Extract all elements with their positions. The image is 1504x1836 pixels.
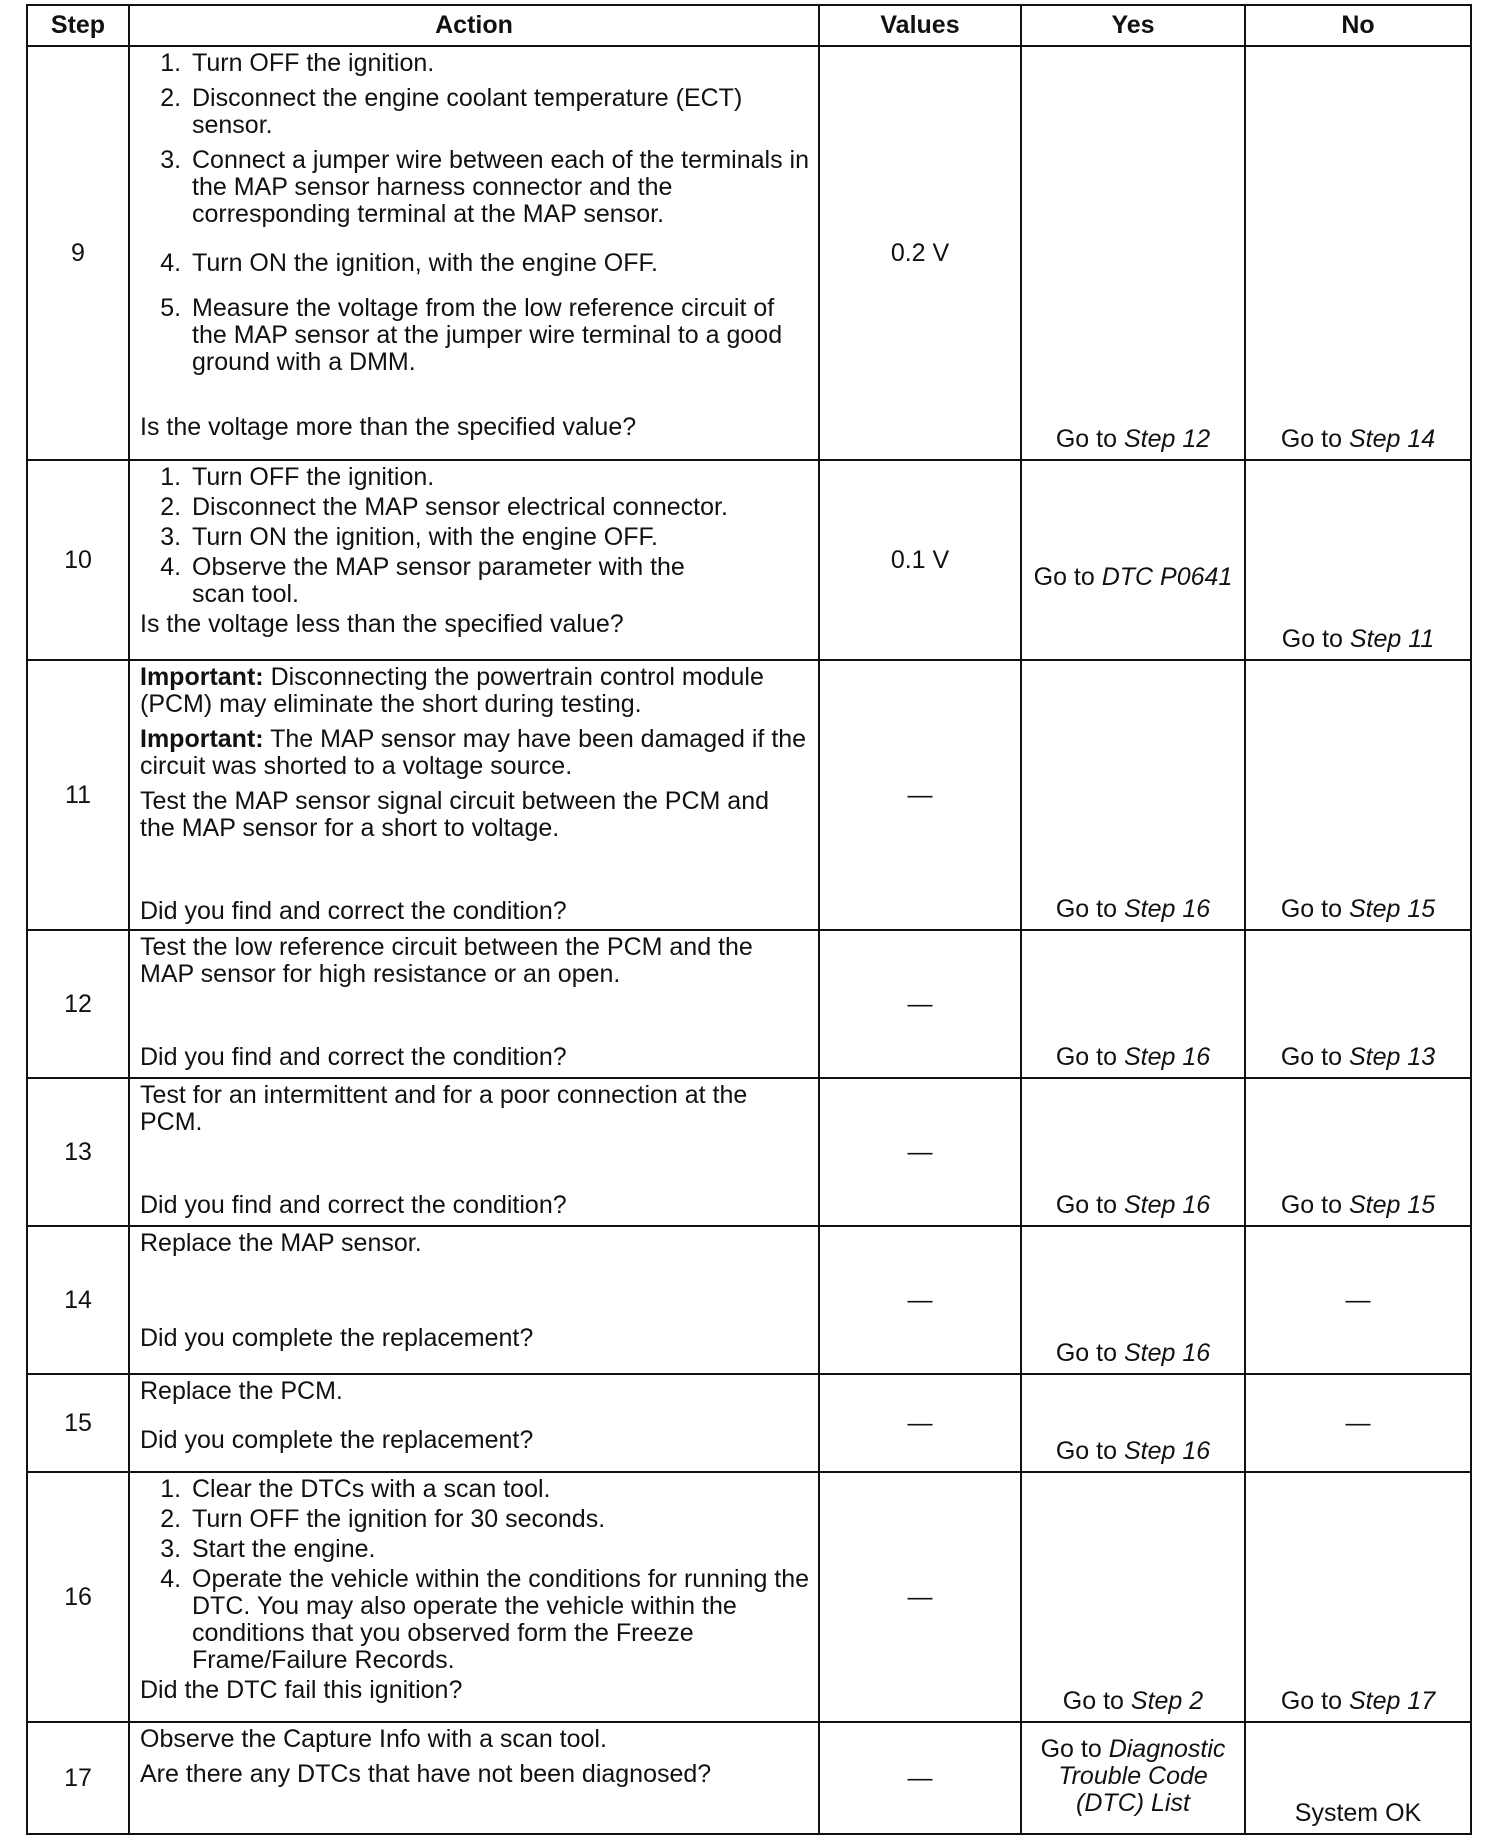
value-cell: — [819, 930, 1021, 1078]
question: Did you complete the replacement? [140, 1324, 534, 1352]
go-to-label: Go to [1280, 1687, 1342, 1715]
go-to-label: Go to [1281, 625, 1343, 653]
no-cell[interactable] [1245, 660, 1471, 930]
no-link[interactable]: Step 14 [1348, 425, 1436, 453]
action-cell [129, 1078, 819, 1226]
important-label: Important: [140, 725, 264, 753]
header-yes: Yes [1021, 5, 1245, 46]
no-cell[interactable] [1245, 1078, 1471, 1226]
question: Did the DTC fail this ignition? [140, 1676, 463, 1704]
header-values: Values [819, 5, 1021, 46]
important-text: The MAP sensor may have been damaged if the circuit was shorted to a voltage source. [140, 725, 807, 780]
go-to-label: Go to [1033, 562, 1095, 591]
action-cell [129, 1472, 819, 1722]
yes-link[interactable]: Diagnostic Trouble Code (DTC) List [1058, 1734, 1226, 1817]
yes-cell[interactable] [1021, 930, 1245, 1078]
action-list [140, 1476, 810, 1674]
action-cell [129, 1226, 819, 1374]
instruction-text: Replace the PCM. [140, 1377, 343, 1405]
header-step: Step [27, 5, 129, 46]
action-list [140, 50, 810, 376]
no-cell[interactable] [1245, 46, 1471, 460]
yes-link[interactable]: DTC P0641 [1101, 562, 1233, 591]
list-item: 3. Turn ON the ignition, with the engine OFF. [188, 524, 810, 551]
list-item: 3. Connect a jumper wire between each of the terminals in the MAP sensor harness connector and the corresponding terminal at the MAP sensor. [188, 147, 810, 228]
yes-link[interactable]: Step 16 [1123, 1437, 1211, 1465]
yes-link[interactable]: Step 16 [1123, 895, 1211, 923]
go-to-label: Go to [1280, 895, 1342, 923]
yes-link[interactable]: Step 16 [1123, 1043, 1211, 1071]
value-cell: — [819, 660, 1021, 930]
table-row-step-13 [27, 1078, 1471, 1226]
step-number: 12 [27, 930, 129, 1078]
question: Did you complete the replacement? [140, 1426, 534, 1454]
table-row-step-16 [27, 1472, 1471, 1722]
question: Did you find and correct the condition? [140, 897, 567, 925]
header-row [27, 5, 1471, 46]
no-link[interactable]: Step 17 [1348, 1687, 1436, 1715]
no-link[interactable]: Step 13 [1348, 1043, 1436, 1071]
important-text: Disconnecting the powertrain control module (PCM) may eliminate the short during testing. [140, 663, 764, 718]
value-cell: — [819, 1722, 1021, 1834]
diagnostic-table [26, 4, 1472, 1835]
go-to-label: Go to [1055, 895, 1117, 923]
list-item: 1. Clear the DTCs with a scan tool. [188, 1476, 810, 1503]
instruction-text: Replace the MAP sensor. [140, 1229, 422, 1257]
table-row-step-17 [27, 1722, 1471, 1834]
yes-cell[interactable] [1021, 660, 1245, 930]
no-link[interactable]: Step 15 [1348, 895, 1436, 923]
step-number: 17 [27, 1722, 129, 1834]
instruction-text: Test for an intermittent and for a poor connection at the PCM. [140, 1081, 748, 1136]
yes-cell[interactable] [1021, 1078, 1245, 1226]
table-row-step-15 [27, 1374, 1471, 1472]
value-cell: — [819, 1374, 1021, 1472]
action-cell [129, 1374, 819, 1472]
header-action: Action [129, 5, 819, 46]
header-no: No [1245, 5, 1471, 46]
value-cell: 0.2 V [819, 46, 1021, 460]
yes-cell[interactable] [1021, 1374, 1245, 1472]
list-item: 1. Turn OFF the ignition. [188, 464, 810, 491]
step-number: 15 [27, 1374, 129, 1472]
go-to-label: Go to [1055, 1043, 1117, 1071]
instruction-text: Test the MAP sensor signal circuit between the PCM and the MAP sensor for a short to voltage. [140, 787, 770, 842]
diagnostic-table-container [26, 4, 1470, 1835]
list-item: 1. Turn OFF the ignition. [188, 50, 810, 77]
list-item: 5. Measure the voltage from the low reference circuit of the MAP sensor at the jumper wire terminal to a good ground with a DMM. [188, 295, 810, 376]
yes-link[interactable]: Step 16 [1123, 1339, 1211, 1367]
value-cell: — [819, 1472, 1021, 1722]
action-cell [129, 46, 819, 460]
no-link[interactable]: Step 11 [1349, 625, 1435, 653]
no-cell: — [1245, 1374, 1471, 1472]
action-cell [129, 930, 819, 1078]
no-cell: System OK [1245, 1722, 1471, 1834]
step-number: 14 [27, 1226, 129, 1374]
value-cell: — [819, 1078, 1021, 1226]
important-note [140, 664, 810, 718]
action-cell [129, 1722, 819, 1834]
table-row-step-14 [27, 1226, 1471, 1374]
yes-cell[interactable] [1021, 460, 1245, 660]
go-to-label: Go to [1055, 1437, 1117, 1465]
go-to-label: Go to [1062, 1687, 1124, 1715]
step-number: 16 [27, 1472, 129, 1722]
list-item: 3. Start the engine. [188, 1536, 810, 1563]
important-note [140, 726, 810, 780]
list-item: 4. Turn ON the ignition, with the engine OFF. [188, 250, 810, 277]
yes-cell[interactable] [1021, 1722, 1245, 1834]
instruction-text: Observe the Capture Info with a scan tool. [140, 1725, 607, 1753]
go-to-label: Go to [1055, 1339, 1117, 1367]
table-row-step-9 [27, 46, 1471, 460]
question: Did you find and correct the condition? [140, 1043, 567, 1071]
go-to-label: Go to [1280, 425, 1342, 453]
instruction-text: Test the low reference circuit between the PCM and the MAP sensor for high resistance or an open. [140, 933, 753, 988]
no-cell: — [1245, 1226, 1471, 1374]
yes-cell[interactable] [1021, 46, 1245, 460]
yes-link[interactable]: Step 12 [1123, 425, 1211, 453]
no-cell[interactable] [1245, 930, 1471, 1078]
yes-cell[interactable] [1021, 1472, 1245, 1722]
value-cell: — [819, 1226, 1021, 1374]
list-item: 4. Observe the MAP sensor parameter with the scan tool. [188, 554, 810, 608]
list-item: 2. Disconnect the engine coolant temperature (ECT) sensor. [188, 85, 810, 139]
step-number: 11 [27, 660, 129, 930]
step-number: 13 [27, 1078, 129, 1226]
go-to-label: Go to [1055, 1191, 1117, 1219]
list-item: 2. Turn OFF the ignition for 30 seconds. [188, 1506, 810, 1533]
no-cell[interactable] [1245, 1472, 1471, 1722]
question: Is the voltage more than the specified value? [140, 413, 637, 441]
question: Did you find and correct the condition? [140, 1191, 567, 1219]
no-link[interactable]: Step 15 [1348, 1191, 1436, 1219]
action-cell [129, 660, 819, 930]
yes-link[interactable]: Step 16 [1123, 1191, 1211, 1219]
step-number: 10 [27, 460, 129, 660]
no-cell[interactable] [1245, 460, 1471, 660]
table-row-step-10 [27, 460, 1471, 660]
yes-link[interactable]: Step 2 [1130, 1687, 1204, 1715]
action-cell [129, 460, 819, 660]
value-cell: 0.1 V [819, 460, 1021, 660]
yes-cell[interactable] [1021, 1226, 1245, 1374]
important-label: Important: [140, 663, 264, 691]
go-to-label: Go to [1280, 1191, 1342, 1219]
go-to-label: Go to [1280, 1043, 1342, 1071]
question: Are there any DTCs that have not been diagnosed? [140, 1760, 712, 1788]
question: Is the voltage less than the specified value? [140, 610, 624, 638]
list-item: 2. Disconnect the MAP sensor electrical connector. [188, 494, 810, 521]
step-number: 9 [27, 46, 129, 460]
go-to-label: Go to [1040, 1734, 1102, 1763]
go-to-label: Go to [1055, 425, 1117, 453]
action-list [140, 464, 810, 608]
table-row-step-12 [27, 930, 1471, 1078]
list-item: 4. Operate the vehicle within the conditions for running the DTC. You may also operate the vehicle within the conditions that you observed form the Freeze Frame/Failure Records. [188, 1566, 810, 1674]
table-row-step-11 [27, 660, 1471, 930]
